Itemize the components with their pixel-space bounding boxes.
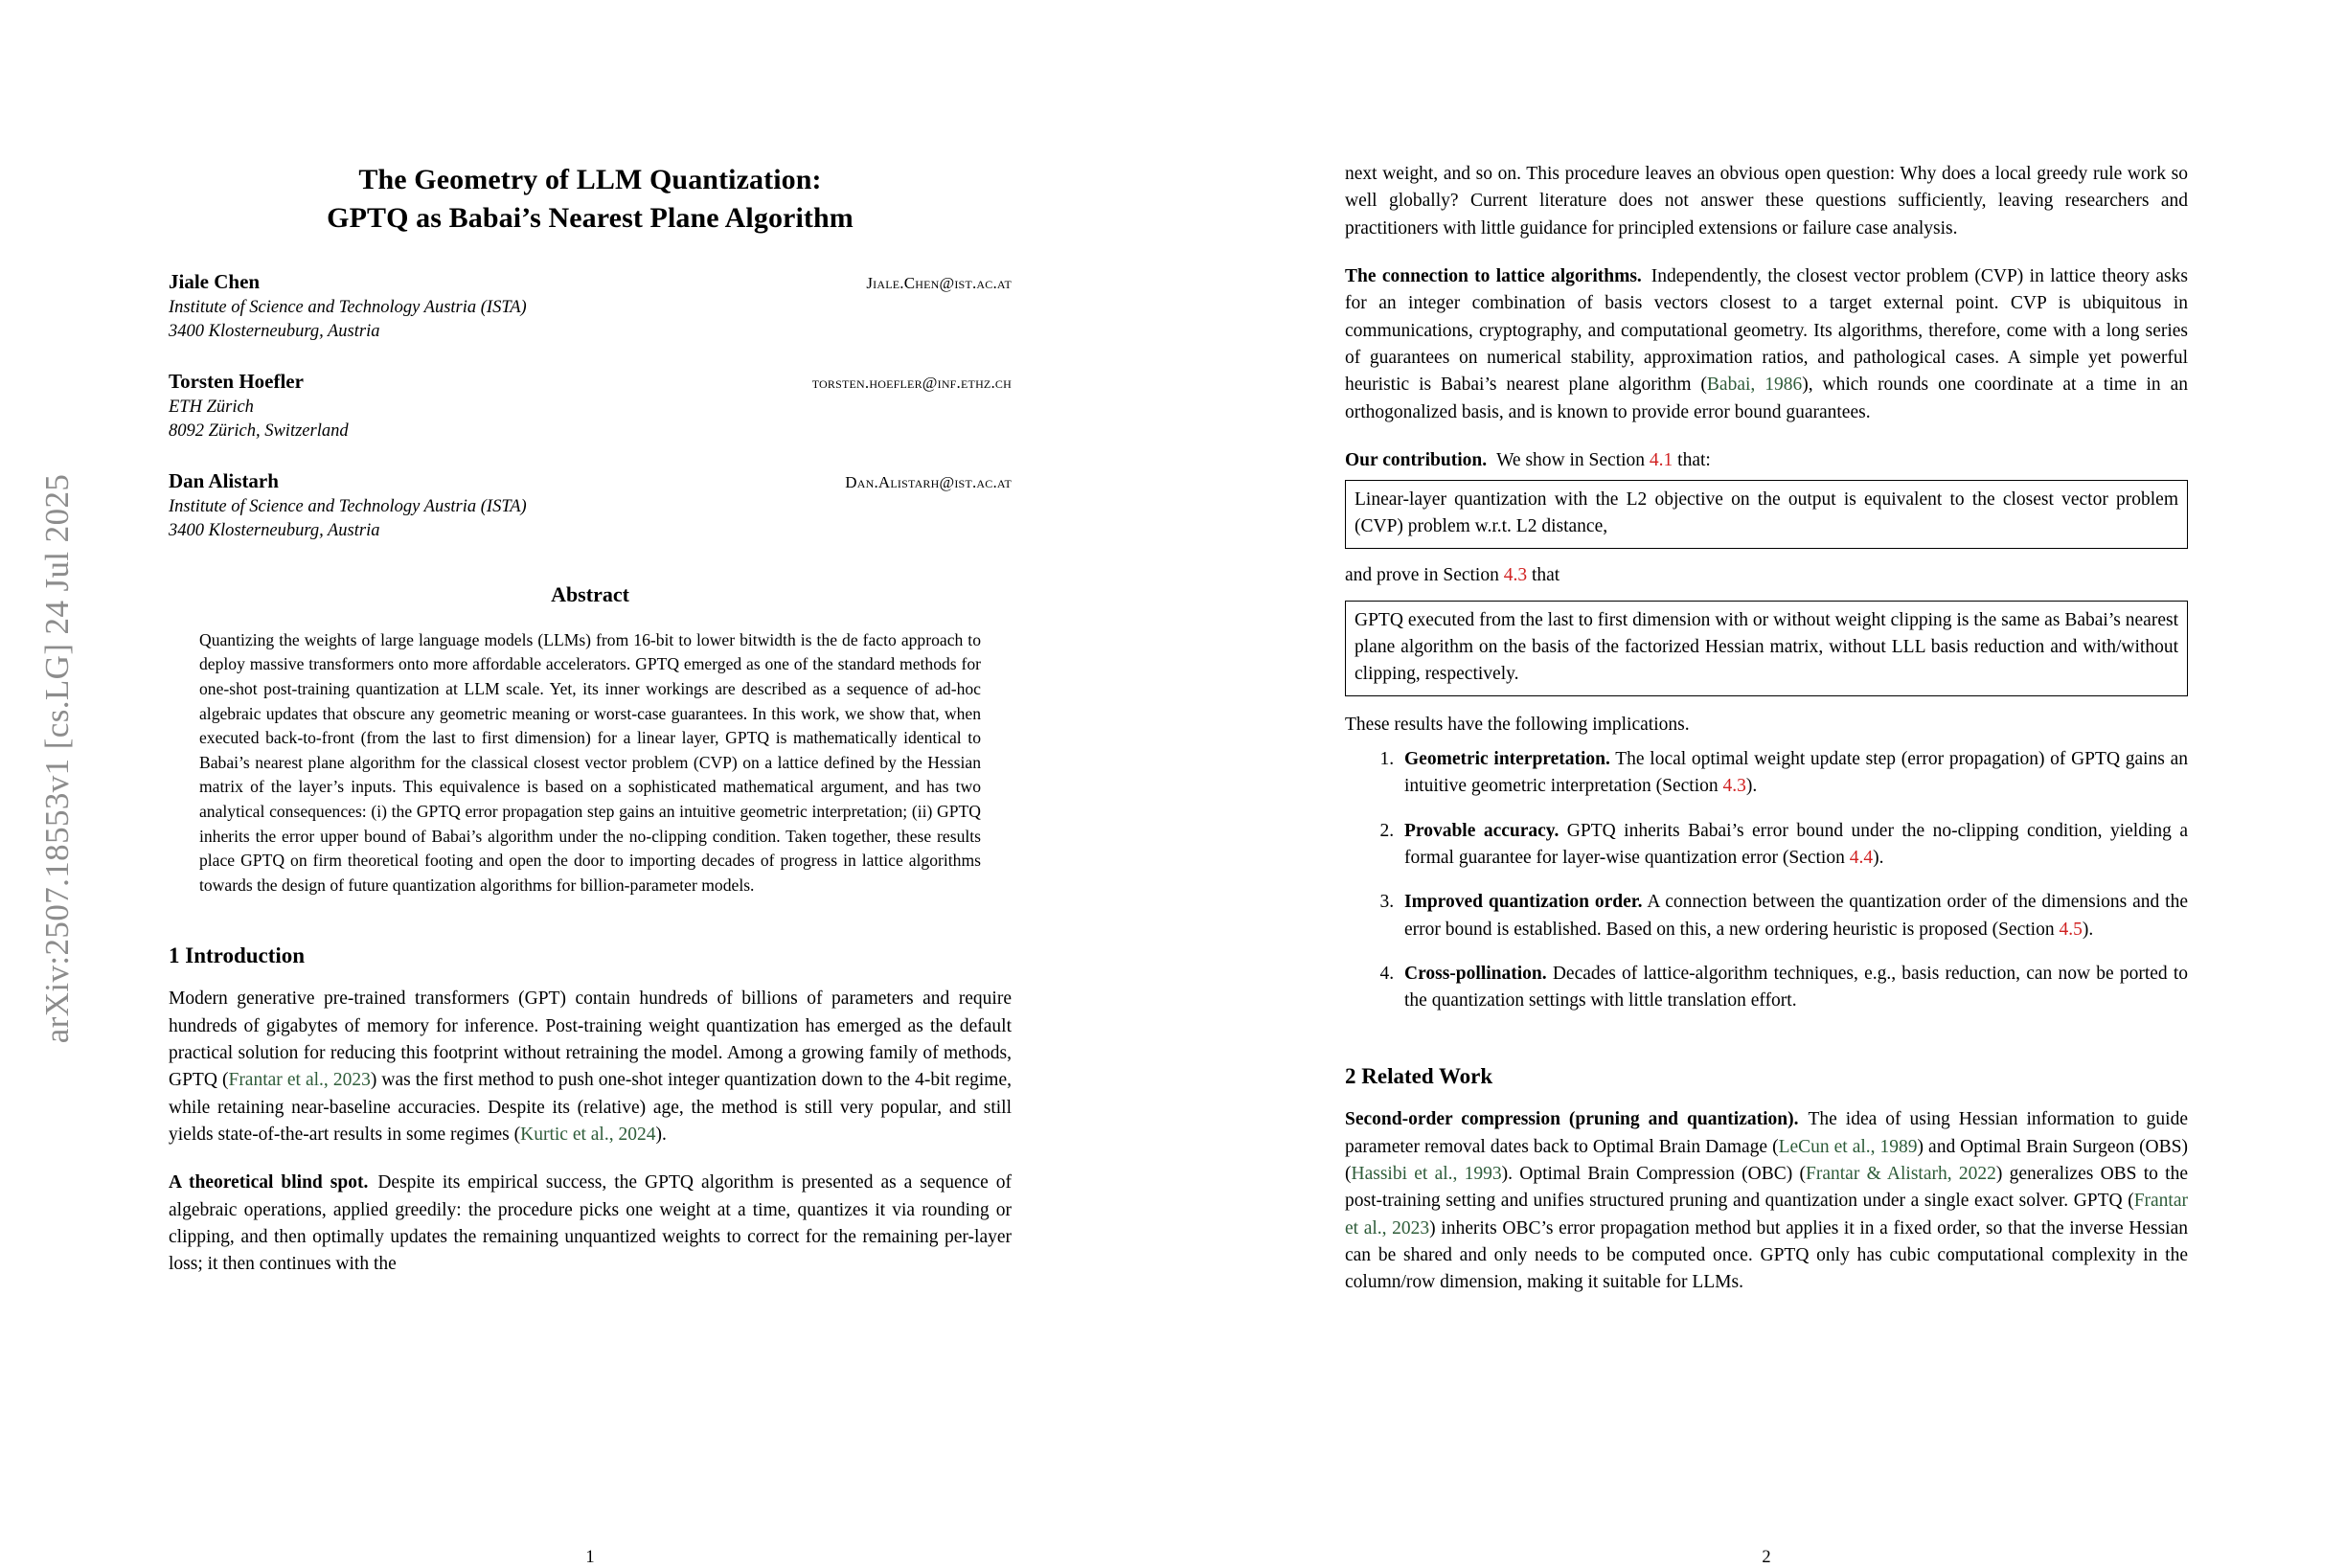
implication-4-text-a: Decades of lattice-algorithm techniques, e.g., basis reduction, can now be ported to the quantization settings with little translation effort.: [1404, 963, 2188, 1011]
section-heading-related-work: 2 Related Work: [1345, 1064, 1493, 1089]
list-item: [1399, 746, 2188, 801]
between-text-b: that: [1527, 564, 1560, 585]
author-affiliation-2-line-2: 8092 Zürich, Switzerland: [169, 421, 349, 442]
implication-3-text-b: ).: [2082, 919, 2094, 940]
author-row-1: [169, 270, 1012, 294]
title-line-1: The Geometry of LLM Quantization:: [358, 164, 822, 195]
implication-1-runin: Geometric interpretation.: [1404, 748, 1610, 769]
contribution-text-b: that:: [1673, 449, 1711, 470]
author-affiliation-3-line-2: 3400 Klosterneuburg, Austria: [169, 521, 380, 541]
abstract-heading: Abstract: [551, 581, 629, 606]
rw-text-b: ) and Optimal Brain Surgeon (OBS) (: [1345, 1136, 2188, 1185]
our-contribution-paragraph: [1345, 447, 2188, 474]
abstract-body: Quantizing the weights of large language models (LLMs) from 16-bit to lower bitwidth is the de facto approach to deploy massive transformers onto more affordable accelerators. GPTQ emerged as one of the standard methods for one-shot post-training quantization at LLM scale. Yet, its inner workings are described as a sequence of ad-hoc algebraic updates that obscure any geometric meaning or worst-case guarantees. In this work, we show that, when executed back-to-front (from the last to first dimension) for a linear layer, GPTQ is mathematically identical to Babai’s nearest plane algorithm for the classical closest vector problem (CVP) on a lattice defined by the Hessian matrix of the layer’s inputs. This equivalence is based on a sophisticated mathematical argument, and has two analytical consequences: (i) the GPTQ error propagation step gains an intuitive geometric interpretation; (ii) GPTQ inherits the error upper bound of Babai’s algorithm under the no-clipping condition. Taken together, these results place GPTQ on firm theoretical footing and open the door to importing decades of progress in lattice algorithms towards the design of future quantization algorithms for billion-parameter models.: [199, 629, 981, 895]
author-row-3: [169, 469, 1012, 493]
author-email-2: torsten.hoefler@inf.ethz.ch: [811, 373, 1012, 392]
intro-par3-text-a: Independently, the closest vector problem (CVP) in lattice theory asks for an integer combination of basis vectors closest to a target external point. CVP is ubiquitous in communications, cryptography, and computational geometry. Its algorithms, therefore, come with a long series of guarantees on numerical stability, approximation ratios, and pathological cases. A simple yet powerful heuristic is Babai’s nearest plane algorithm (: [1345, 265, 2188, 396]
citation-frantar-alistarh-2022[interactable]: Frantar & Alistarh, 2022: [1806, 1164, 1996, 1185]
author-affiliation-2-line-1: ETH Zürich: [169, 397, 254, 417]
intro-par1-text-b: ) was the first method to push one-shot integer quantization down to the 4-bit regime, while retaining near-baseline accuracies. Despite its (relative) age, the method is still very popular, and still yields state-of-the-art results in some regimes (: [169, 1070, 1012, 1145]
implication-1-text-b: ).: [1745, 776, 1758, 797]
page-1: [169, 0, 1031, 1567]
section-ref-4-4[interactable]: 4.4: [1849, 847, 1874, 868]
rw-text-d: ) generalizes OBS to the post-training setting and unifies structured pruning and quantization under a single exact solver. GPTQ (: [1345, 1164, 2188, 1212]
runin-second-order-compression: Second-order compression (pruning and quantization).: [1345, 1109, 1799, 1130]
implication-3-runin: Improved quantization order.: [1404, 892, 1643, 913]
contribution-text-a: We show in Section: [1496, 449, 1650, 470]
runin-connection-to-lattice-algorithms: The connection to lattice algorithms.: [1345, 265, 1642, 286]
intro-paragraph-1: [169, 986, 1012, 1148]
citation-lecun-1989[interactable]: LeCun et al., 1989: [1778, 1136, 1918, 1157]
intro-par1-text-c: ).: [655, 1124, 667, 1145]
author-affiliation-3-line-1: Institute of Science and Technology Austria (ISTA): [169, 496, 527, 516]
author-block-1: [169, 270, 1012, 345]
intro-par3-text-b: ), which rounds one coordinate at a time in an orthogonalized basis, and is known to provide error bound guarantees.: [1345, 375, 2188, 422]
intro-par1-text-a: Modern generative pre-trained transformers (GPT) contain hundreds of billions of parameters and require hundreds of gigabytes of memory for inference. Post-training weight quantization has emerged as the default practical solution for reducing this footprint without retraining the model. Among a growing family of methods, GPTQ (: [169, 989, 1012, 1091]
citation-kurtic-2024[interactable]: Kurtic et al., 2024: [520, 1124, 656, 1145]
section-ref-4-5[interactable]: 4.5: [2059, 919, 2083, 940]
implications-list: [1345, 746, 2188, 1015]
citation-hassibi-1993[interactable]: Hassibi et al., 1993: [1351, 1164, 1502, 1185]
implication-2-text-a: GPTQ inherits Babai’s error bound under the no-clipping condition, yielding a formal guarantee for layer-wise quantization error (Section: [1404, 820, 2188, 868]
rw-text-e: ) inherits OBC’s error propagation method but applies it in a fixed order, so that the inverse Hessian can be shared and only needs to be computed once. GPTQ only has cubic computational complexity in the column/row dimension, making it suitable for LLMs.: [1345, 1217, 2188, 1293]
author-name-2: Torsten Hoefler: [169, 369, 304, 393]
author-name-1: Jiale Chen: [169, 269, 261, 293]
intro-paragraph-3: [1345, 263, 2188, 426]
arxiv-stamp: [0, 0, 115, 1517]
arxiv-stamp-text: arXiv:2507.18553v1 [cs.LG] 24 Jul 2025: [38, 473, 76, 1044]
author-row-2: [169, 370, 1012, 394]
related-work-paragraph-1: [1345, 1106, 2188, 1296]
title-line-2: GPTQ as Babai’s Nearest Plane Algorithm: [327, 201, 854, 234]
implication-3-text-a: A connection between the quantization order of the dimensions and the error bound is established. Based on this, a new ordering heuristic is proposed (Section: [1404, 892, 2188, 940]
intro-paragraph-2-continued: [1345, 161, 2188, 242]
page-number-left: 1: [585, 1548, 595, 1567]
list-item: [1399, 818, 2188, 873]
author-affiliation-1-line-2: 3400 Klosterneuburg, Austria: [169, 322, 380, 342]
section-ref-4-3-b[interactable]: 4.3: [1722, 776, 1746, 797]
intro-par2-continued-text: next weight, and so on. This procedure leaves an obvious open question: Why does a local greedy rule work so well globally? Current literature does not answer these questions sufficiently, leaving researchers and practitioners with little guidance for principled extensions or failure case analysis.: [1345, 164, 2188, 239]
page-2: [1345, 0, 2207, 1567]
list-item: [1399, 961, 2188, 1015]
contribution-box-1: Linear-layer quantization with the L2 objective on the output is equivalent to the closest vector problem (CVP) problem w.r.t. L2 distance,: [1345, 480, 2188, 549]
contribution-box-2: GPTQ executed from the last to first dimension with or without weight clipping is the same as Babai’s nearest plane algorithm on the basis of the factorized Hessian matrix, without LLL basis reduction and with/without clipping, respectively.: [1345, 601, 2188, 696]
between-text-a: and prove in Section: [1345, 564, 1504, 585]
intro-par2-text: Despite its empirical success, the GPTQ algorithm is presented as a sequence of algebraic operations, applied greedily: the procedure picks one weight at a time, quantizes it via rounding or clipping, and then optimally updates the remaining unquantized weights to correct for the remaining per-layer loss; it then continues with the: [169, 1172, 1012, 1275]
intro-paragraph-2: [169, 1170, 1012, 1278]
implications-lead-in: These results have the following implications.: [1345, 714, 1690, 735]
list-item: [1399, 889, 2188, 943]
author-affiliation-1-line-1: Institute of Science and Technology Austria (ISTA): [169, 297, 527, 317]
author-block-3: [169, 469, 1012, 544]
runin-theoretical-blind-spot: A theoretical blind spot.: [169, 1172, 369, 1193]
implication-2-text-b: ).: [1873, 847, 1884, 868]
rw-text-a: The idea of using Hessian information to guide parameter removal dates back to Optimal Brain Damage (: [1345, 1109, 2188, 1157]
author-block-2: [169, 370, 1012, 444]
author-email-1: Jiale.Chen@ist.ac.at: [866, 273, 1012, 292]
implication-2-runin: Provable accuracy.: [1404, 820, 1560, 841]
page-number-right: 2: [1762, 1548, 1771, 1567]
author-email-3: Dan.Alistarh@ist.ac.at: [845, 472, 1012, 491]
page-2-content: [1345, 161, 2188, 1567]
citation-frantar-2023-b[interactable]: Frantar et al., 2023: [1345, 1191, 2188, 1238]
paper-title: [169, 161, 1012, 238]
author-name-3: Dan Alistarh: [169, 468, 279, 492]
section-ref-4-3[interactable]: 4.3: [1503, 564, 1528, 585]
citation-frantar-2023[interactable]: Frantar et al., 2023: [228, 1070, 371, 1091]
implication-1-text-a: The local optimal weight update step (error propagation) of GPTQ gains an intuitive geometric interpretation (Section: [1404, 748, 2188, 797]
page-1-content: [169, 161, 1012, 1567]
section-ref-4-1[interactable]: 4.1: [1649, 449, 1673, 470]
between-boxes-text: [1345, 562, 2188, 589]
runin-our-contribution: Our contribution.: [1345, 449, 1488, 470]
citation-babai-1986[interactable]: Babai, 1986: [1706, 375, 1803, 396]
section-heading-introduction: 1 Introduction: [169, 943, 306, 968]
implication-4-runin: Cross-pollination.: [1404, 963, 1547, 984]
rw-text-c: ). Optimal Brain Compression (OBC) (: [1501, 1164, 1807, 1185]
